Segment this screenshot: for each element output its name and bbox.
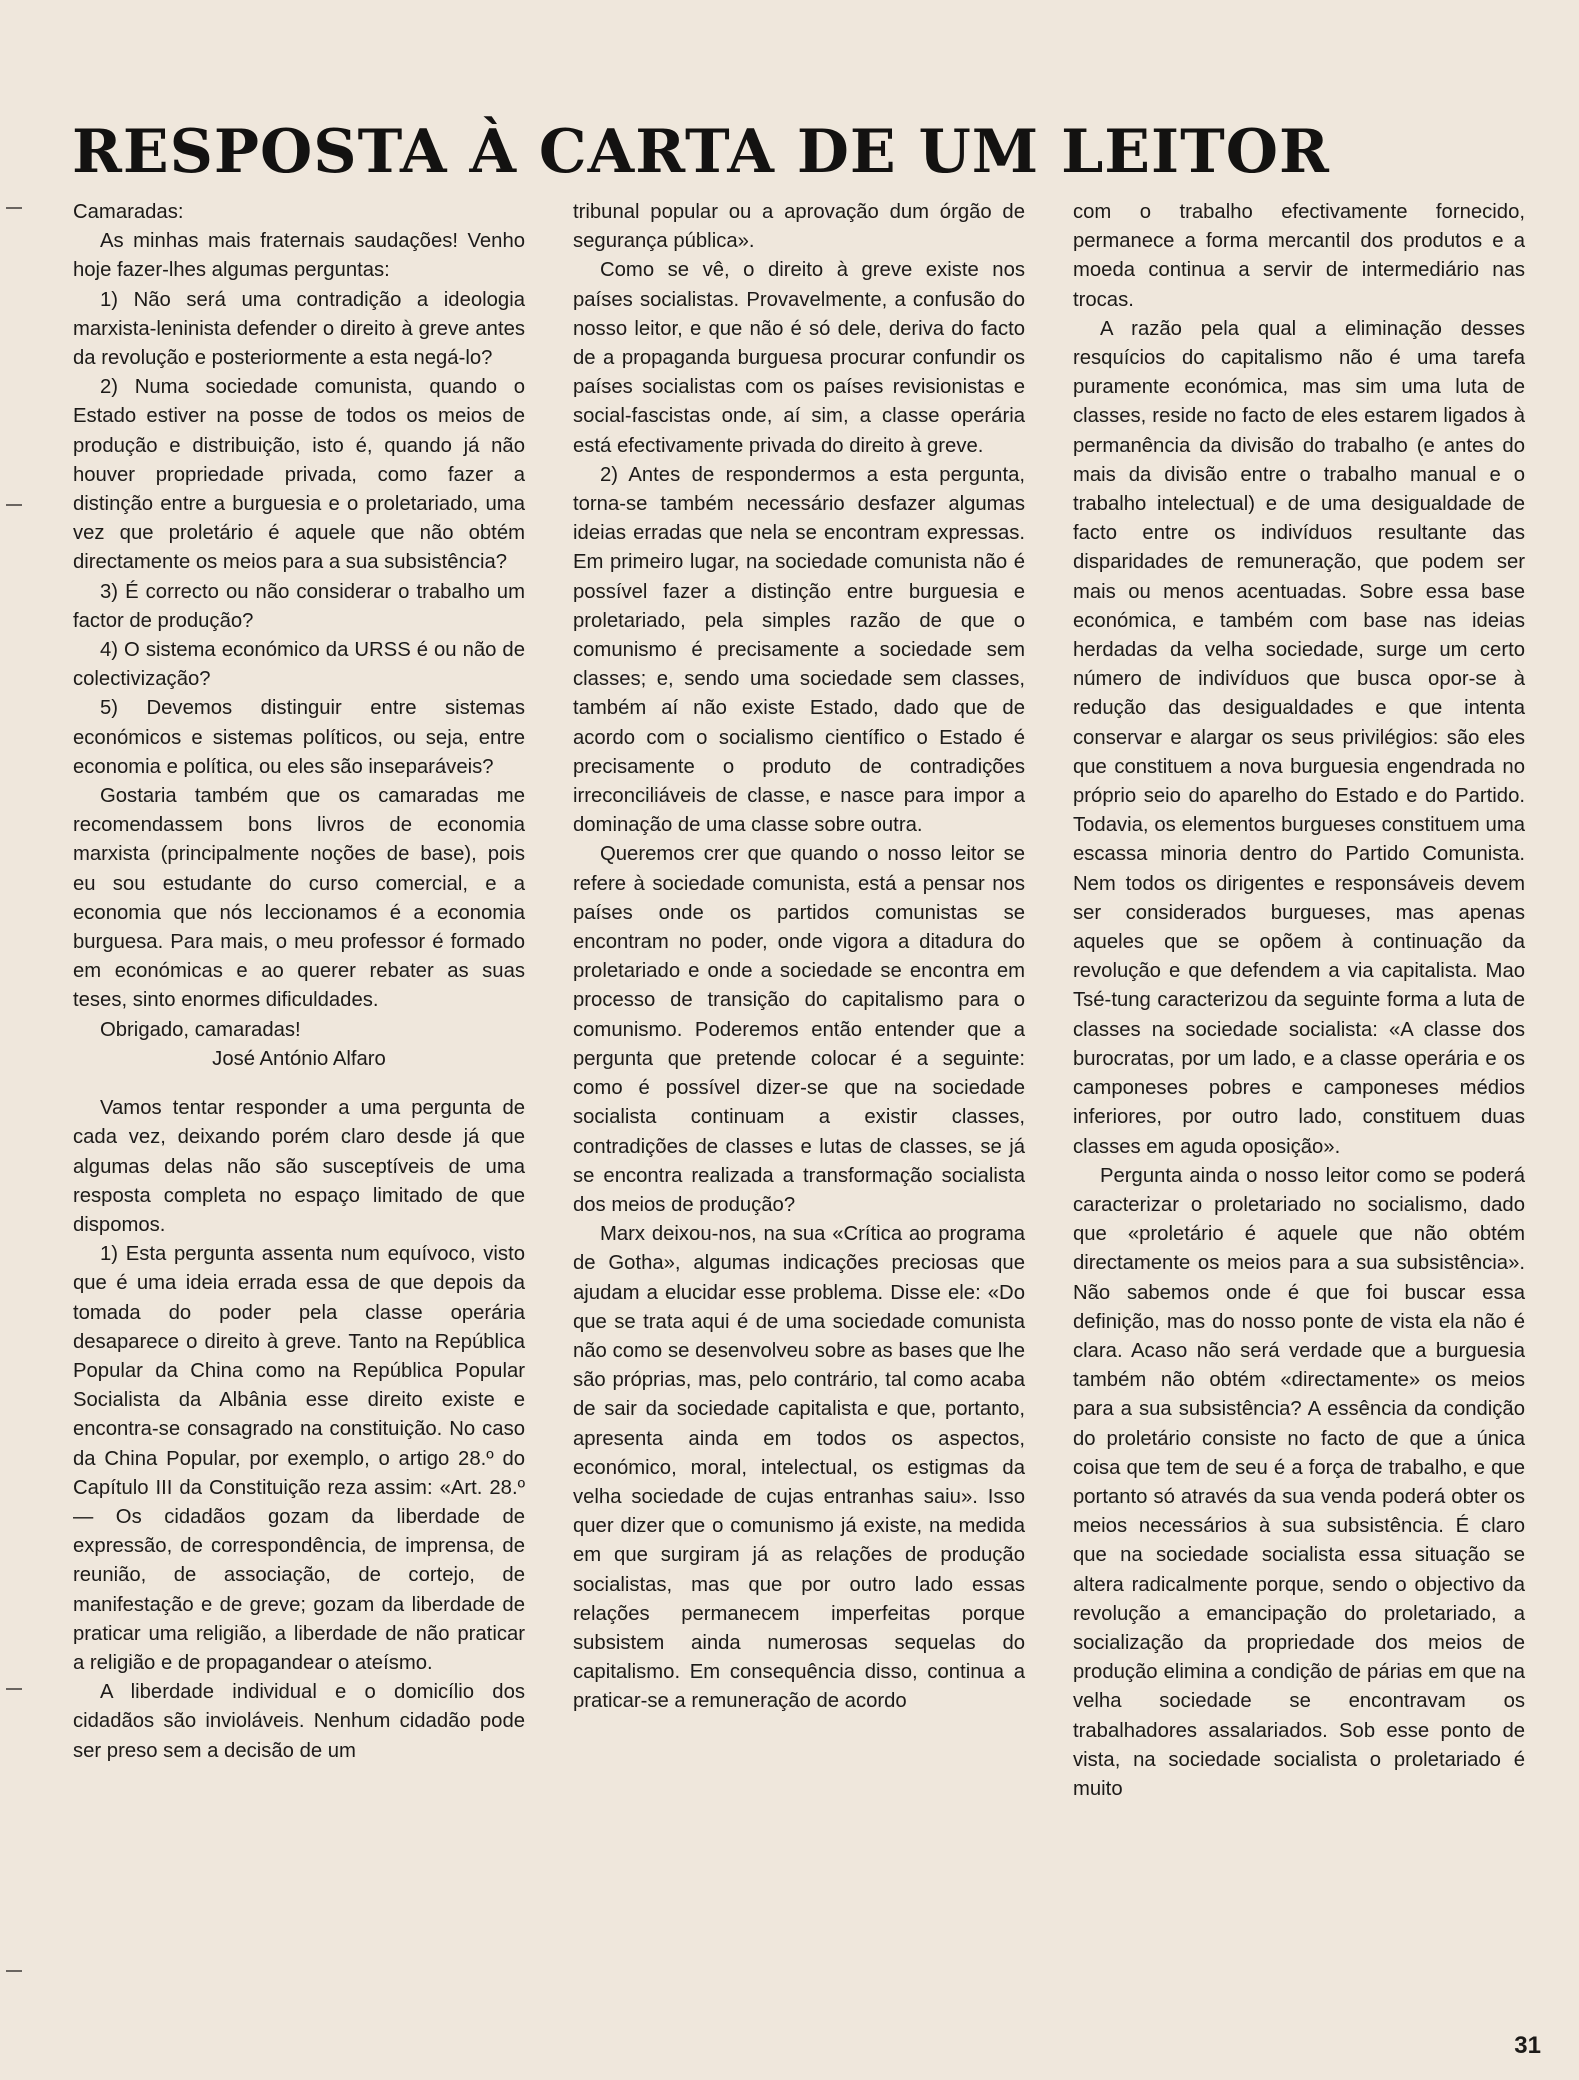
paragraph: Como se vê, o direito à greve existe nos países socialistas. Provavelmente, a confusão do nosso leitor, e que não é só dele, deriva do facto de a propaganda burguesa procurar confundir os países socialistas com os países revisionistas e social-fascistas onde, aí sim, a classe operária está efectivamente privada do direito à greve.	[573, 259, 1025, 457]
signature: José António Alfaro	[212, 1047, 386, 1070]
answer-1: 1) Esta pergunta assenta num equívoco, visto que é uma ideia errada essa de que depois da tomada do poder pela classe operária desaparece o direito à greve. Tanto na República Popular da China como na República Popular Socialista da Albânia esse direito existe e encontra-se consagrado na constituição. No caso da China Popular, por exemplo, o artigo 28.º do Capítulo III da Constituição reza assim: «Art. 28.º — Os cidadãos gozam da liberdade de expressão, de correspondência, de imprensa, de reunião, de associação, de cortejo, de manifestação e de greve; gozam da liberdade de praticar uma religião, a liberdade de não praticar a religião e de propagandear o ateísmo.	[73, 1243, 525, 1674]
question-3: 3) É correcto ou não considerar o trabalho um factor de produção?	[73, 580, 525, 632]
page-number: 31	[1514, 2032, 1541, 2059]
paragraph: A razão pela qual a eliminação desses resquícios do capitalismo não é uma tarefa puramente económica, mas sim uma luta de classes, reside no facto de eles estarem ligados à permanência da divisão do trabalho (e antes do mais da divisão entre o trabalho manual e o trabalho intelectual) e de uma desigualdade de facto entre os indivíduos resultante das disparidades de remuneração, que podem ser mais ou menos acentuadas. Sobre essa base económica, e também com base nas ideias herdadas da velha sociedade, surge um certo número de indivíduos que busca opor-se à redução das desigualdades e que intenta conservar e alargar os seus privilégios: são eles que constituem a nova burguesia engendrada no próprio seio do aparelho do Estado e do Partido. Todavia, os elementos burgueses constituem uma escassa minoria dentro do Partido Comunista. Nem todos os dirigentes e responsáveis devem ser considerados burgueses, mas apenas aqueles que se opõem à continuação da revolução e que defendem a via capitalista. Mao Tsé-tung caracterizou da seguinte forma a luta de classes na sociedade socialista: «A classe dos burocratas, por um lado, e a classe operária e os camponeses pobres e camponeses médios inferiores, por outro lado, constituem duas classes em aguda oposição».	[1073, 317, 1525, 1158]
paragraph: Vamos tentar responder a uma pergunta de cada vez, deixando porém claro desde já que algumas delas não são susceptíveis de uma resposta completa no espaço limitado de que dispomos.	[73, 1097, 525, 1236]
question-5: 5) Devemos distinguir entre sistemas económicos e sistemas políticos, ou seja, entre economia e política, ou eles são inseparáveis?	[73, 697, 525, 778]
question-2: 2) Numa sociedade comunista, quando o Estado estiver na posse de todos os meios de produção e distribuição, isto é, quando já não houver propriedade privada, como fazer a distinção entre a burguesia e o proletariado, uma vez que proletário é aquele que não obtém directamente os meios para a sua subsistência?	[73, 376, 525, 574]
answer-2: 2) Antes de respondermos a esta pergunta, torna-se também necessário desfazer algumas ideias erradas que nela se encontram expressas. Em primeiro lugar, na sociedade comunista não é possível fazer a distinção entre burguesia e proletariado, pela simples razão de que o comunismo é precisamente a sociedade sem classes; e, sendo uma sociedade sem classes, também aí não existe Estado, dado que de acordo com o socialismo científico o Estado é precisamente o produto de contradições irreconciliáveis de classe, e nasce para impor a dominação de uma classe sobre outra.	[573, 463, 1025, 837]
paragraph: tribunal popular ou a aprovação dum órgão de segurança pública».	[573, 201, 1025, 253]
margin-tick	[6, 1688, 22, 1690]
paragraph: Gostaria também que os camaradas me recomendassem bons livros de economia marxista (principalmente noções de base), pois eu sou estudante do curso comercial, e a economia que nós leccionamos é a economia burguesa. Para mais, o meu professor é formado em económicas e ao querer rebater as suas teses, sinto enormes dificuldades.	[73, 785, 525, 1012]
margin-tick	[6, 1970, 22, 1972]
question-4: 4) O sistema económico da URSS é ou não de colectivização?	[73, 639, 525, 691]
article-title: RESPOSTA À CARTA DE UM LEITOR	[72, 117, 1330, 187]
paragraph: Marx deixou-nos, na sua «Crítica ao programa de Gotha», algumas indicações preciosas que ajudam a elucidar esse problema. Disse ele: «Do que se trata aqui é de uma sociedade comunista não como se desenvolveu sobre as bases que lhe são próprias, mas, pelo contrário, tal como acaba de sair da sociedade capitalista e que, portanto, apresenta ainda em todos os aspectos, económico, moral, intelectual, os estigmas da velha sociedade de cujas entranhas saiu». Isso quer dizer que o comunismo já existe, na medida em que surgiram já as relações de produção socialistas, mas que por outro lado essas relações permanecem imperfeitas porque subsistem ainda numerosas sequelas do capitalismo. Em consequência disso, continua a praticar-se a remuneração de acordo	[573, 1223, 1025, 1713]
column-left	[73, 198, 525, 1766]
paragraph: A liberdade individual e o domicílio dos cidadãos são invioláveis. Nenhum cidadão pode ser preso sem a decisão de um	[73, 1681, 525, 1762]
margin-tick	[6, 504, 22, 506]
column-right	[1073, 198, 1525, 1804]
paragraph: As minhas mais fraternais saudações! Venho hoje fazer-lhes algumas perguntas:	[73, 230, 525, 282]
paragraph: com o trabalho efectivamente fornecido, permanece a forma mercantil dos produtos e a moeda continua a servir de intermediário nas trocas.	[1073, 201, 1525, 311]
salutation: Camaradas:	[73, 201, 184, 223]
paragraph: Queremos crer que quando o nosso leitor se refere à sociedade comunista, está a pensar nos países onde os partidos comunistas se encontram no poder, onde vigora a ditadura do proletariado e onde a sociedade se encontra em processo de transição do capitalismo para o comunismo. Poderemos então entender que a pergunta que pretende colocar é a seguinte: como é possível dizer-se que na sociedade socialista continuam a existir classes, contradições de classes e lutas de classes, se já se encontra realizada a transformação socialista dos meios de produção?	[573, 843, 1025, 1216]
question-1: 1) Não será uma contradição a ideologia marxista-leninista defender o direito à greve antes da revolução e posteriormente a esta negá-lo?	[73, 288, 525, 370]
column-middle	[573, 198, 1025, 1717]
paragraph: Pergunta ainda o nosso leitor como se poderá caracterizar o proletariado no socialismo, dado que «proletário é aquele que não obtém directamente os meios para a sua subsistência». Não sabemos onde é que foi buscar essa definição, mas do nosso ponte de vista ela não é clara. Acaso não será verdade que a burguesia também não obtém «directamente» os meios para a sua subsistência? A essência da condição do proletário consiste no facto de que a única coisa que tem de seu é a força de trabalho, e que portanto só através da sua venda poderá obter os meios necessários à sua subsistência. É claro que na sociedade socialista essa situação se altera radicalmente porque, sendo o objectivo da revolução a emancipação do proletariado, a socialização da propriedade dos meios de produção elimina a condição de párias em que na velha sociedade se encontravam os trabalhadores assalariados. Sob esse ponto de vista, na sociedade socialista o proletariado é muito	[1073, 1164, 1525, 1800]
closing: Obrigado, camaradas!	[100, 1018, 301, 1041]
margin-tick	[6, 207, 22, 209]
